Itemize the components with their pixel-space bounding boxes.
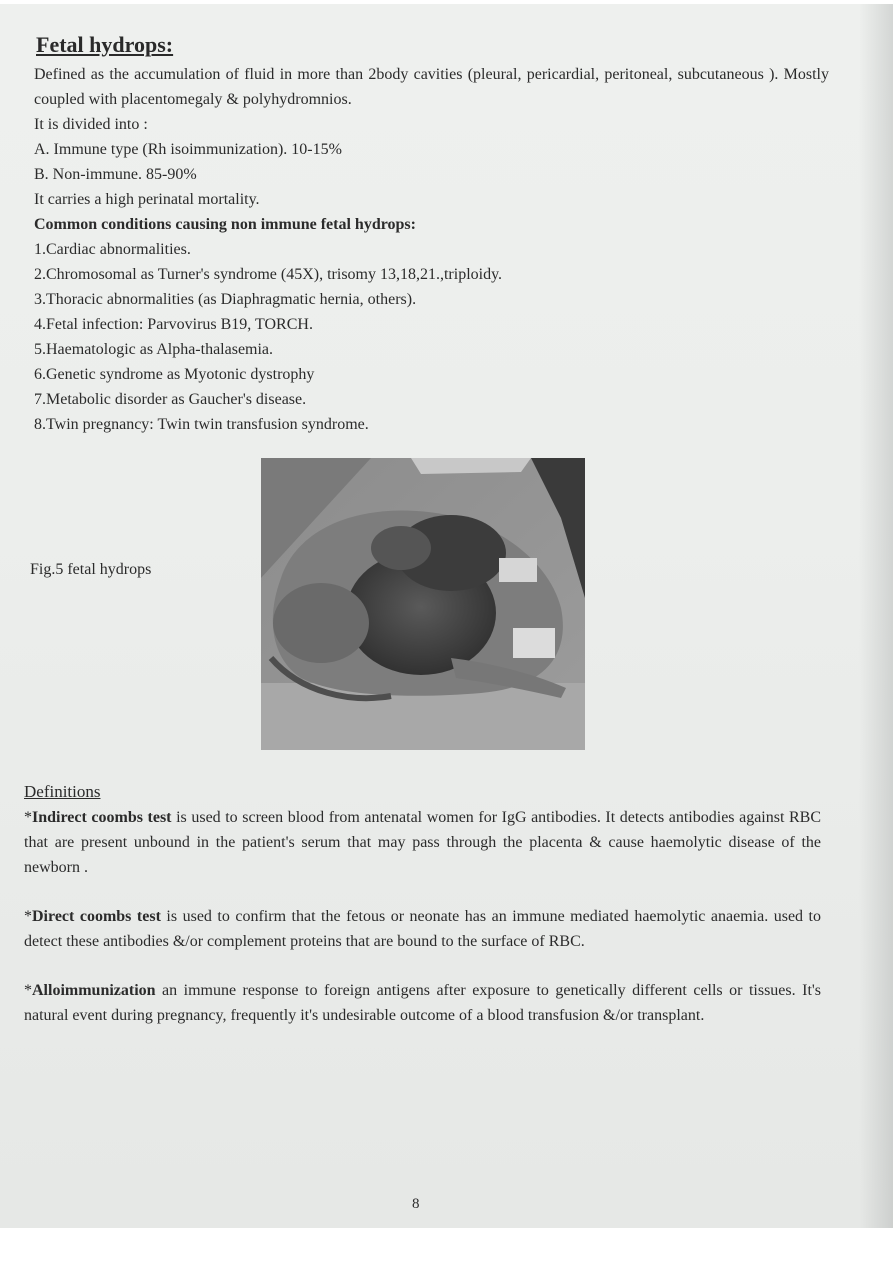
bullet-marker: * — [24, 982, 32, 999]
condition-item: 6.Genetic syndrome as Myotonic dystrophy — [34, 366, 315, 383]
definition-alloimmunization — [24, 978, 821, 1028]
bullet-marker: * — [24, 809, 32, 826]
condition-item: 1.Cardiac abnormalities. — [34, 241, 191, 258]
definition-text: an immune response to foreign antigens after exposure to genetically different cells or tissues. It's natural event during pregnancy, frequently it's undesirable outcome of a blood transfusion &/or transplant. — [24, 982, 821, 1024]
definition-indirect-coombs — [24, 805, 821, 880]
condition-item: 8.Twin pregnancy: Twin twin transfusion syndrome. — [34, 416, 369, 433]
conditions-heading: Common conditions causing non immune fetal hydrops: — [34, 216, 416, 233]
definitions-section — [24, 779, 821, 1052]
bullet-marker: * — [24, 908, 32, 925]
term-indirect-coombs: Indirect coombs test — [32, 809, 172, 826]
definition-line-1: Defined as the accumulation of fluid in more than 2body cavities (pleural, pericardial, peritoneal, subcutaneous ). Mostly coupled with placentomegaly & polyhydromnios. — [34, 66, 829, 108]
definitions-heading: Definitions — [24, 782, 101, 801]
condition-item: 4.Fetal infection: Parvovirus B19, TORCH. — [34, 316, 313, 333]
condition-item: 7.Metabolic disorder as Gaucher's disease. — [34, 391, 307, 408]
condition-item: 2.Chromosomal as Turner's syndrome (45X), trisomy 13,18,21.,triploidy. — [34, 266, 503, 283]
definition-text: is used to confirm that the fetous or neonate has an immune mediated haemolytic anaemia. used to detect these antibodies &/or complement proteins that are bound to the surface of RBC. — [24, 908, 821, 950]
definition-text: is used to screen blood from antenatal women for IgG antibodies. It detects antibodies against RBC that are present unbound in the patient's serum that may pass through the placenta & cause haemolytic disease of the newborn . — [24, 809, 822, 876]
immune-type: A. Immune type (Rh isoimmunization). 10-15% — [34, 141, 342, 158]
page-title: Fetal hydrops: — [36, 32, 174, 57]
divided-text: It is divided into : — [34, 116, 148, 133]
condition-item: 3.Thoracic abnormalities (as Diaphragmatic hernia, others). — [34, 291, 417, 308]
condition-item: 5.Haematologic as Alpha-thalasemia. — [34, 341, 274, 358]
page-number: 8 — [412, 1196, 420, 1212]
document-page — [0, 4, 893, 1228]
mortality-text: It carries a high perinatal mortality. — [34, 191, 260, 208]
definition-direct-coombs — [24, 904, 821, 954]
non-immune-type: B. Non-immune. 85-90% — [34, 166, 197, 183]
term-direct-coombs: Direct coombs test — [32, 908, 161, 925]
fetal-hydrops-photo — [261, 458, 585, 750]
photo-illustration — [261, 458, 585, 750]
intro-section — [34, 62, 829, 437]
term-alloimmunization: Alloimmunization — [32, 982, 156, 999]
figure-caption: Fig.5 fetal hydrops — [30, 561, 152, 578]
